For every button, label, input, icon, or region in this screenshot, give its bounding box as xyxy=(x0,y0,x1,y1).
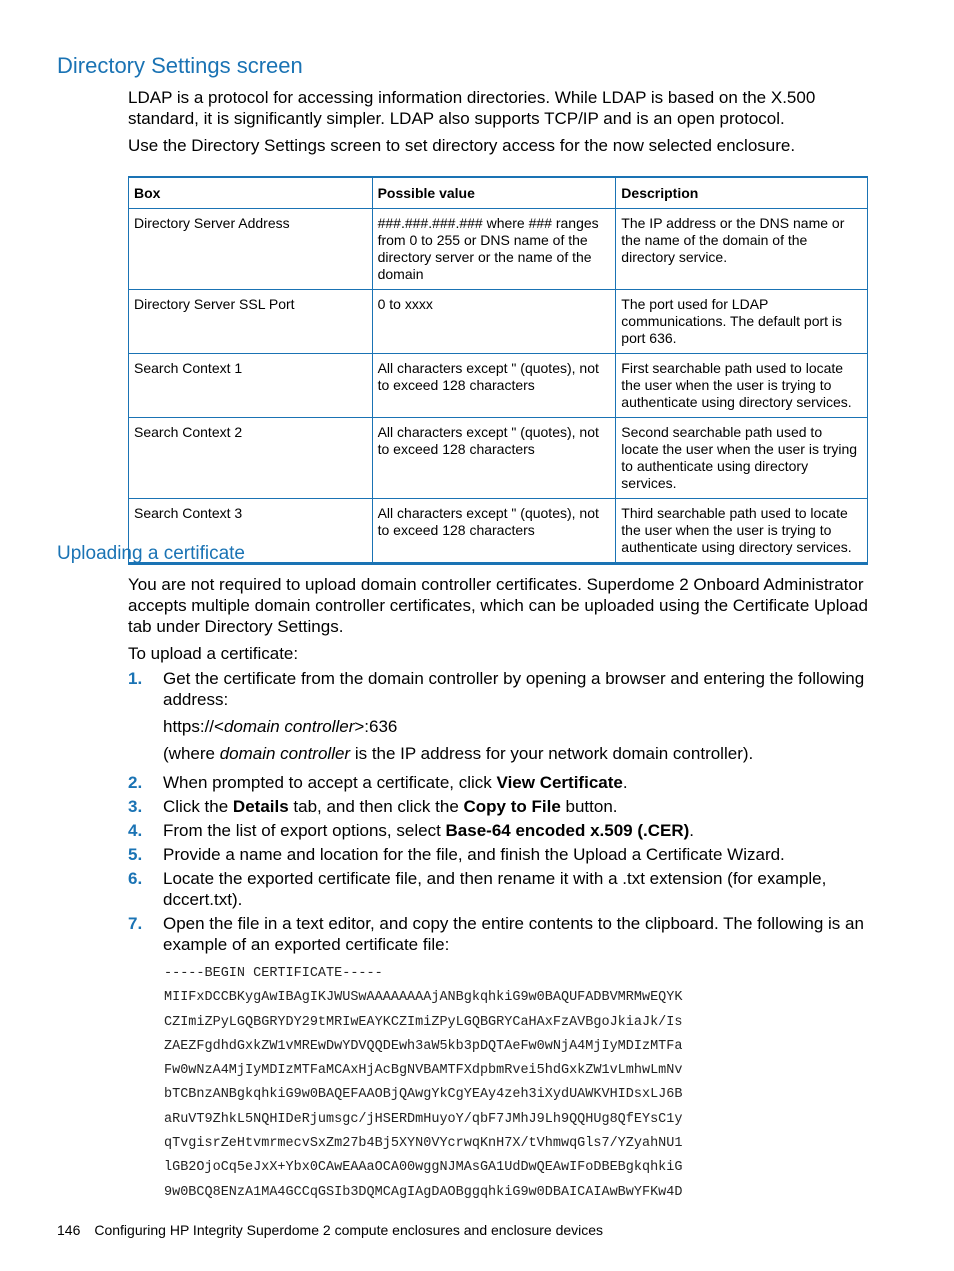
step-number: 3. xyxy=(128,797,143,816)
code-line: aRuVT9ZhkL5NQHIDeRjumsgc/jHSERDmHuyoY/qbF7JMhJ9Lh9QQHUg8QfEYsC1y xyxy=(164,1111,683,1127)
code-line: qTvgisrZeHtvmrmecvSxZm27b4Bj5XYN0VYcrwqKnH7X/tVhmwqGls7/YZyahNU1 xyxy=(164,1136,683,1152)
code-line: bTCBnzANBgkqhkiG9w0BAQEFAAOBjQAwgYkCgYEAy4zeh3iXydUAWKVHIDsxLJ6B xyxy=(164,1087,683,1103)
column-header-box: Box xyxy=(129,177,373,209)
step-number: 7. xyxy=(128,914,143,933)
step-text: Open the file in a text editor, and copy the entire contents to the clipboard. The following is an example of an exported certificate file: xyxy=(163,914,864,954)
step-text: Provide a name and location for the file, and finish the Upload a Certificate Wizard. xyxy=(163,845,785,864)
cell-possible-value: All characters except " (quotes), not to exceed 128 characters xyxy=(372,499,616,564)
code-line: Fw0wNzA4MjIyMDIzMTFaMCAxHjAcBgNVBAMTFXdpbmRvei5hdGxkZW1vLmhwLmNv xyxy=(164,1063,683,1079)
cell-box: Directory Server SSL Port xyxy=(129,290,373,354)
table-row xyxy=(129,290,868,354)
section-title: Directory Settings screen xyxy=(57,53,303,78)
certificate-url: https://<domain controller>:636 xyxy=(163,717,398,736)
upload-steps-list xyxy=(128,668,870,958)
list-item xyxy=(128,868,870,910)
intro-paragraph-2: Use the Directory Settings screen to set directory access for the now selected enclosure. xyxy=(128,136,796,155)
cell-possible-value: ###.###.###.### where ### ranges from 0 to 255 or DNS name of the directory server or the name of the domain xyxy=(372,209,616,290)
step-number: 4. xyxy=(128,821,143,840)
table-row xyxy=(129,209,868,290)
list-item: 4. From the list of export options, select Base-64 encoded x.509 (.CER). xyxy=(128,821,695,840)
export-format-label: Base-64 encoded x.509 (.CER) xyxy=(445,821,690,840)
code-line: 9w0BCQ8ENzA1MA4GCCqGSIb3DQMCAgIAgDAOBggqhkiG9w0DBAICAIAwBwYFKw4D xyxy=(164,1184,683,1200)
cell-box: Search Context 3 xyxy=(129,499,373,564)
cell-box: Directory Server Address xyxy=(129,209,373,290)
directory-settings-table xyxy=(128,176,868,565)
certificate-code-block xyxy=(164,962,682,1205)
page-number: 146 xyxy=(57,1222,81,1238)
table-row xyxy=(129,418,868,499)
table-row xyxy=(129,354,868,418)
footer-chapter-title: Configuring HP Integrity Superdome 2 compute enclosures and enclosure devices xyxy=(94,1222,604,1238)
code-line: MIIFxDCCBKygAwIBAgIKJWUSwAAAAAAAAjANBgkqhkiG9w0BAQUFADBVMRMwEQYK xyxy=(164,990,683,1006)
list-item: 2. When prompted to accept a certificate, click View Certificate. xyxy=(128,773,628,792)
url-note: (where domain controller is the IP address for your network domain controller). xyxy=(163,744,754,763)
copy-to-file-label: Copy to File xyxy=(463,797,561,816)
upload-section-title: Uploading a certificate xyxy=(57,543,245,564)
upload-paragraph-2: To upload a certificate: xyxy=(128,644,299,663)
cell-box: Search Context 2 xyxy=(129,418,373,499)
cell-possible-value: All characters except " (quotes), not to exceed 128 characters xyxy=(372,354,616,418)
cell-description: Second searchable path used to locate the user when the user is trying to authenticate using directory services. xyxy=(616,418,868,499)
code-line: ZAEZFgdhdGxkZW1vMREwDwYDVQQDEwh3aW5kb3pDQTAeFw0wNjA4MjIyMDIzMTFa xyxy=(164,1038,683,1054)
view-certificate-label: View Certificate xyxy=(496,773,623,792)
cell-possible-value: 0 to xxxx xyxy=(372,290,616,354)
list-item: 3. Click the Details tab, and then click the Copy to File button. xyxy=(128,797,618,816)
cell-possible-value: All characters except " (quotes), not to exceed 128 characters xyxy=(372,418,616,499)
code-line: lGB2OjoCq5eJxX+Ybx0CAwEAAaOCA00wggNJMAsGA1UdDwQEAwIFoDBEBgkqhkiG xyxy=(164,1160,683,1176)
code-line: -----BEGIN CERTIFICATE----- xyxy=(164,966,383,981)
page-footer xyxy=(57,1222,603,1238)
step-number: 2. xyxy=(128,773,143,792)
table-header-row xyxy=(129,177,868,209)
list-item xyxy=(128,668,870,764)
cell-description: The port used for LDAP communications. The default port is port 636. xyxy=(616,290,868,354)
details-tab-label: Details xyxy=(232,797,289,816)
list-item xyxy=(128,844,870,865)
step-text: Get the certificate from the domain controller by opening a browser and entering the following address: xyxy=(163,669,865,709)
list-item xyxy=(128,913,870,955)
step-number: 1. xyxy=(128,669,143,688)
cell-box: Search Context 1 xyxy=(129,354,373,418)
cell-description: The IP address or the DNS name or the name of the domain of the directory service. xyxy=(616,209,868,290)
column-header-possible-value: Possible value xyxy=(372,177,616,209)
cell-description: First searchable path used to locate the user when the user is trying to authenticate using directory services. xyxy=(616,354,868,418)
step-number: 5. xyxy=(128,845,143,864)
step-number: 6. xyxy=(128,869,143,888)
step-text: Locate the exported certificate file, and then rename it with a .txt extension (for example, dccert.txt). xyxy=(163,869,827,909)
upload-paragraph-1: You are not required to upload domain controller certificates. Superdome 2 Onboard Administrator accepts multiple domain controller certificates, which can be uploaded using the Certificate Upload tab under Directory Settings. xyxy=(128,575,868,636)
cell-description: Third searchable path used to locate the user when the user is trying to authenticate using directory services. xyxy=(616,499,868,564)
code-line: CZImiZPyLGQBGRYDY29tMRIwEAYKCZImiZPyLGQBGRYCaHAxFzAVBgoJkiaJk/Is xyxy=(164,1014,683,1030)
column-header-description: Description xyxy=(616,177,868,209)
intro-paragraph-1: LDAP is a protocol for accessing information directories. While LDAP is based on the X.500 standard, it is significantly simpler. LDAP also supports TCP/IP and is an open protocol. xyxy=(128,88,816,128)
